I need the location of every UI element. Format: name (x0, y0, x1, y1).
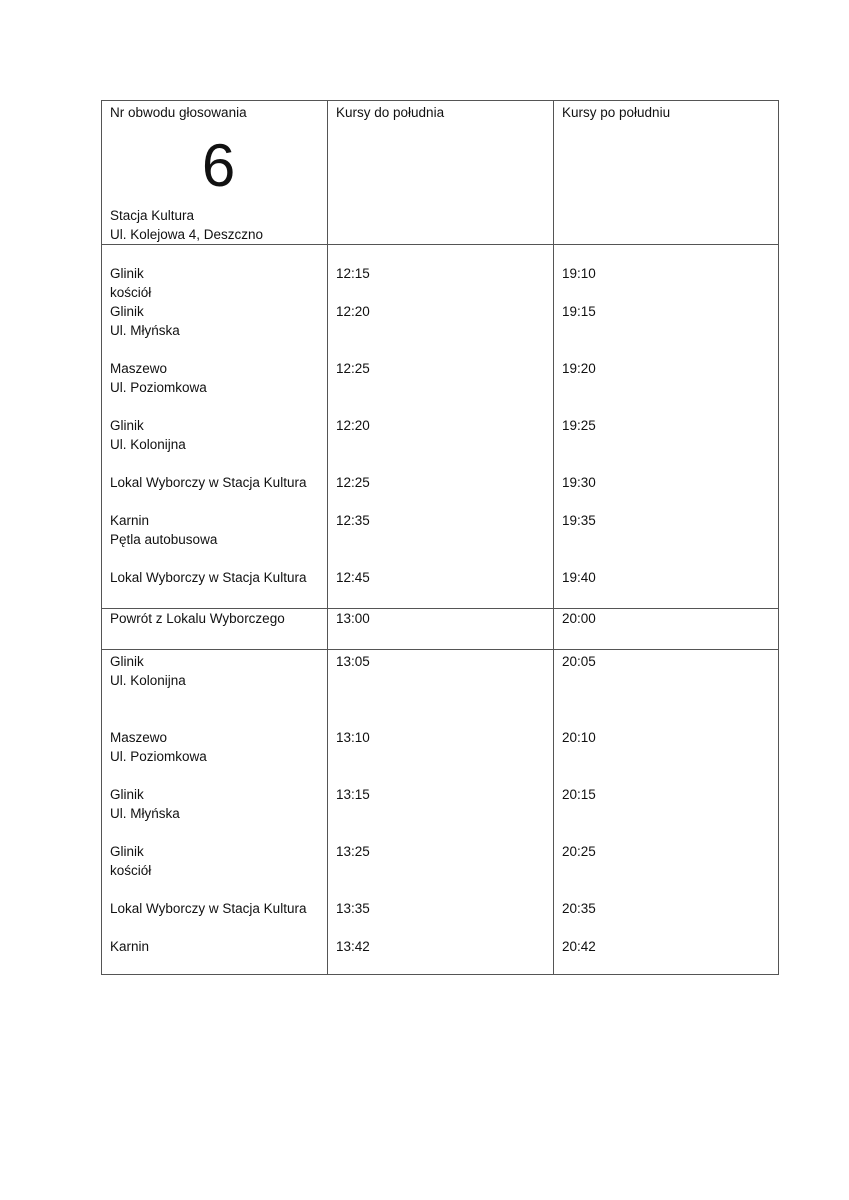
spacer (110, 880, 327, 899)
spacer (336, 823, 553, 842)
return-afternoon (554, 609, 779, 650)
spacer (110, 454, 327, 473)
stop-name-line: kościół (110, 285, 152, 300)
return-label (102, 609, 328, 650)
spacer (336, 690, 553, 728)
morning-time: 12:25 (336, 361, 370, 376)
spacer (336, 766, 553, 785)
spacer (562, 823, 778, 842)
stop-name-line: Lokal Wyborczy w Stacja Kultura (110, 901, 307, 916)
stop-name-line: Maszewo (110, 361, 168, 376)
morning-time: 13:35 (336, 901, 370, 916)
stop-name-line: Glinik (110, 266, 144, 281)
stop-name-line: Lokal Wyborczy w Stacja Kultura (110, 475, 307, 490)
section1-stops (102, 245, 328, 609)
stop-name-line: Glinik (110, 844, 144, 859)
spacer (336, 340, 553, 359)
station-name: Stacja Kultura (110, 208, 195, 223)
header-row (102, 101, 779, 245)
stop-name-line: Ul. Młyńska (110, 323, 180, 338)
spacer (110, 340, 327, 359)
district-label: Nr obwodu głosowania (110, 105, 247, 120)
stop-name-line: Glinik (110, 304, 144, 319)
schedule-table (101, 100, 779, 975)
morning-time: 13:15 (336, 787, 370, 802)
spacer (562, 804, 778, 823)
afternoon-time: 19:10 (562, 266, 596, 281)
spacer (562, 918, 778, 937)
spacer (336, 880, 553, 899)
section1-row (102, 245, 779, 609)
morning-time: 12:15 (336, 266, 370, 281)
morning-time: 12:20 (336, 304, 370, 319)
district-cell (102, 101, 328, 245)
stop-name-line: Glinik (110, 654, 144, 669)
stop-name-line: Lokal Wyborczy w Stacja Kultura (110, 570, 307, 585)
afternoon-time: 20:15 (562, 787, 596, 802)
afternoon-time: 20:42 (562, 939, 596, 954)
spacer (562, 766, 778, 785)
stop-name-line: Ul. Poziomkowa (110, 749, 207, 764)
morning-time: 13:42 (336, 939, 370, 954)
spacer (336, 454, 553, 473)
spacer (562, 454, 778, 473)
stop-name-line: Maszewo (110, 730, 168, 745)
spacer (562, 397, 778, 416)
return-afternoon-time: 20:00 (562, 611, 596, 626)
stop-name-line: Glinik (110, 787, 144, 802)
district-number: 6 (201, 132, 236, 199)
section2-morning (328, 650, 554, 975)
spacer (336, 378, 553, 397)
stop-name-line: Pętla autobusowa (110, 532, 218, 547)
morning-header (328, 101, 554, 245)
stop-name-line: Karnin (110, 513, 150, 528)
section2-row (102, 650, 779, 975)
spacer (336, 671, 553, 690)
spacer (562, 690, 778, 728)
spacer (336, 435, 553, 454)
spacer (336, 321, 553, 340)
spacer (110, 918, 327, 937)
afternoon-time: 19:40 (562, 570, 596, 585)
return-row (102, 609, 779, 650)
stop-name-line: kościół (110, 863, 152, 878)
spacer (562, 880, 778, 899)
section1-morning (328, 245, 554, 609)
afternoon-time: 20:35 (562, 901, 596, 916)
afternoon-time: 20:25 (562, 844, 596, 859)
spacer (562, 671, 778, 690)
afternoon-time: 19:15 (562, 304, 596, 319)
return-morning-time: 13:00 (336, 611, 370, 626)
afternoon-time: 20:05 (562, 654, 596, 669)
afternoon-time: 19:30 (562, 475, 596, 490)
spacer (562, 747, 778, 766)
spacer (336, 804, 553, 823)
spacer (336, 283, 553, 302)
stop-name-line: Glinik (110, 418, 144, 433)
spacer (336, 530, 553, 549)
stop-name-line: Ul. Kolonijna (110, 673, 186, 688)
spacer (562, 530, 778, 549)
section1-afternoon (554, 245, 779, 609)
spacer (562, 492, 778, 511)
stop-name-line: Ul. Młyńska (110, 806, 180, 821)
spacer (110, 397, 327, 416)
section2-stops (102, 650, 328, 975)
morning-time: 12:25 (336, 475, 370, 490)
spacer (562, 378, 778, 397)
spacer (110, 549, 327, 568)
station-address: Ul. Kolejowa 4, Deszczno (110, 227, 264, 242)
afternoon-header-label: Kursy po południu (562, 105, 671, 120)
morning-time: 12:45 (336, 570, 370, 585)
spacer (110, 492, 327, 511)
spacer (336, 549, 553, 568)
morning-header-label: Kursy do południa (336, 105, 445, 120)
morning-time: 13:25 (336, 844, 370, 859)
spacer (110, 690, 327, 728)
section2-afternoon (554, 650, 779, 975)
morning-time: 12:20 (336, 418, 370, 433)
spacer (336, 492, 553, 511)
spacer (562, 283, 778, 302)
afternoon-time: 19:35 (562, 513, 596, 528)
afternoon-time: 20:10 (562, 730, 596, 745)
stop-name-line: Karnin (110, 939, 150, 954)
afternoon-time: 19:25 (562, 418, 596, 433)
spacer (562, 549, 778, 568)
spacer (562, 340, 778, 359)
spacer (336, 918, 553, 937)
stop-name-line: Ul. Poziomkowa (110, 380, 207, 395)
afternoon-time: 19:20 (562, 361, 596, 376)
return-label-text: Powrót z Lokalu Wyborczego (110, 611, 285, 626)
spacer (562, 861, 778, 880)
morning-time: 12:35 (336, 513, 370, 528)
spacer (336, 397, 553, 416)
spacer (110, 766, 327, 785)
morning-time: 13:10 (336, 730, 370, 745)
spacer (336, 861, 553, 880)
stop-name-line: Ul. Kolonijna (110, 437, 186, 452)
spacer (562, 321, 778, 340)
spacer (110, 823, 327, 842)
spacer (336, 747, 553, 766)
afternoon-header (554, 101, 779, 245)
spacer (562, 435, 778, 454)
morning-time: 13:05 (336, 654, 370, 669)
return-morning (328, 609, 554, 650)
